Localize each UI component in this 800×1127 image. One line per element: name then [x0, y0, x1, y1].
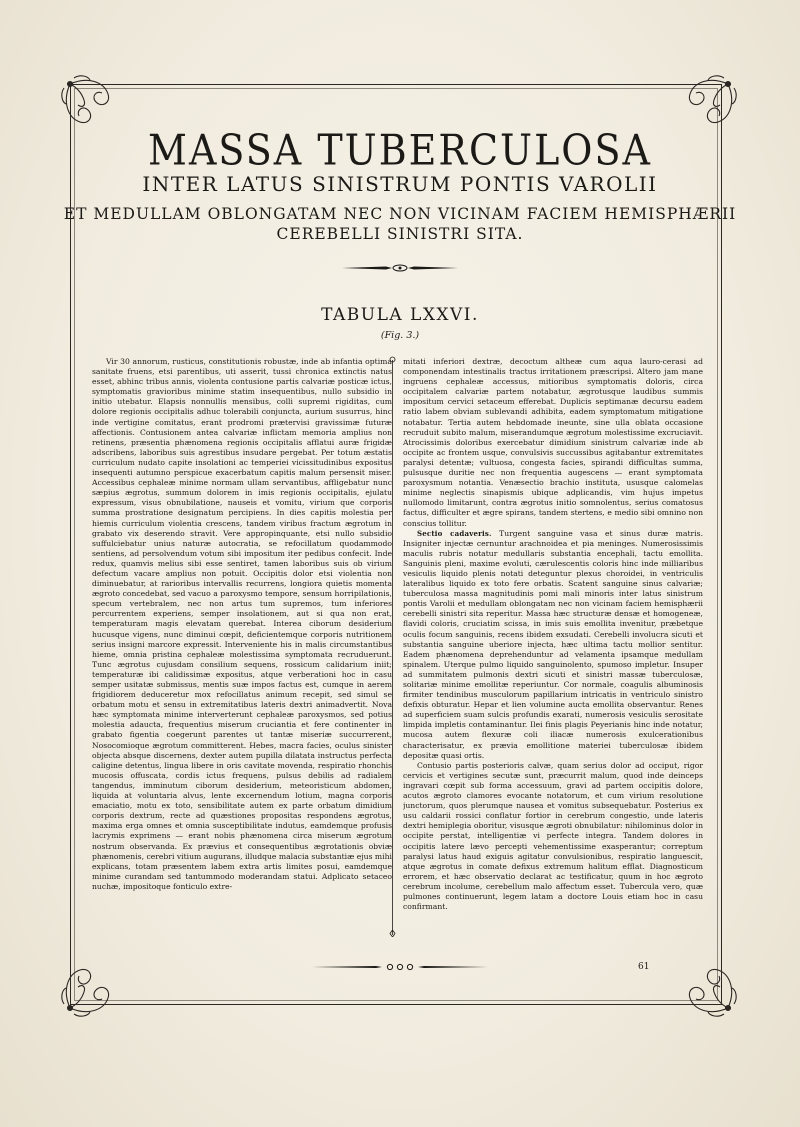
- corner-ornament-icon: [58, 956, 122, 1020]
- footer-rule-ornament-icon: [310, 961, 490, 973]
- page-title: MASSA TUBERCULOSA: [148, 125, 652, 175]
- body-paragraph: mitati inferiori dextræ, decoctum altheæ cum aqua lauro-cerasi ad componendam intestinalis tractus irritationem præscripsi. Altero jam mane ingruens cephaleæ accessus, mitioribus symptomatis doloris, circa occipitalem calvariæ partem notabatur, ægrotusque laudibus summis impositum cervici setaceum efferebat. Duplicis septimanæ decursu eadem ratio labem obviam sublevandi adhibita, eadem symptomatum mitigatione notabatur. Tertia autem hebdomade ineunte, sine ulla oblata occasione recruduit subito malum, miserandumque ægrotum molestissime excruciavit. Atrocissimis doloribus exercebatur dimidium sinistrum calvariæ inde ab occipite ac frontem usque, convulsivis succussibus agitabantur extremitates paralysi detentæ; vultuosa, congesta facies, spirandi difficultas summa, pulsusque duritie nec non frequentia augescens — erant symptomata paroxysmum notantia. Venæsectio brachio instituta, ususque calomelas minime neglectis sinapismis ubique adplicandis, vim hujus impetus nullomodo limitarunt, contra ægrotus initio somnolentus, serius comatosus factus, difficulter et ægre spirans, tandem stertens, e medio sibi omnino non conscius tollitur.: [403, 357, 703, 528]
- page-subtitle-line-3: CEREBELLI SINISTRI SITA.: [276, 225, 524, 243]
- divider-knob-icon: [389, 930, 396, 937]
- text-column-right: [403, 357, 703, 957]
- plate-heading: TABULA LXXVI.: [321, 305, 479, 325]
- figure-reference: (Fig. 3.): [380, 330, 420, 341]
- body-paragraph: Vir 30 annorum, rusticus, constitutionis robustæ, inde ab infantia optima sanitate fruens, etsi parentibus, uti asserit, tussi chronica extinctis natus esset, abhinc tribus annis, violenta contusione partis calvariæ posticæ ictus, symptomatis gravioribus minime statim insequentibus, nullo subsidio in initio utebatur. Elapsis nonnullis mensibus, colli supremi rigiditas, cum dolore regionis occipitalis adhuc tolerabili conjuncta, aurium susurrus, hinc inde vertigine comitatus, erant prodromi prætervisi gravissimæ futuræ affectionis. Contusionem antea calvariæ inflictam memoria amplius non retinens, præsentia phænomena regionis occipitalis afflatui auræ frigidæ adscribens, laboribus suis agrestibus insudare pergebat. Per totum æstatis curriculum nudato capite insolationi ac temperiei vicissitudinibus expositus insequenti autumno perspicue exacerbatum capitis malum persensit miser. Accessibus cephaleæ minime normam ullam servantibus, affligebatur nunc sæpius ægrotus, summum dolorem in imis regionis occipitalis, ejulatu expressum, visus obnubilatione, nauseis et vomitu, virium que corporis summa prostratione designatum percipiens. In dies capitis molestia per hiemis curriculum violentia crescens, tandem viribus fractum ægrotum in grabato vix deserendo stravit. Vere appropinquante, etsi nullo subsidio suffulciebatur unius naturæ autocratia, se refocillatum quodammodo sentiens, ad persolvendum votum sibi impositum iter pedibus confecit. Inde redux, quamvis melius sibi esse sentiret, tamen laboribus suis ob virium defectum vacare amplius non potuit. Occipitis dolor etsi violentia non diminuebatur, at rarioribus intervallis recurrens, longiora quietis momenta ægroto concedebat, sed vacuo a paroxysmo tempore, sensum horripilationis, specum vertebralem, nec non artus tum supremos, tum inferiores percurrentem experiens, semper insolationem, aut si qua non erat, temperaturam magis elevatam querebat. Interea ciborum desiderium hucusque vigens, nunc diminui cœpit, deficientemque corporis nutritionem serius insigni marcore expressit. Interveniente his in malis circumstantibus hieme, omnia pristina cephaleæ molestissima symptomata recruduerunt. Tunc ægrotus cujusdam consilium sequens, rossicum calidarium iniit; temperaturæ ibi calidissimæ expositus, atque verberationi hoc in casu semper usitatæ submissus, mentis suæ impos factus est, cumque in aerem frigidiorem deduceretur mox refocillatus animum recepit, sed simul se orbatum motu et sensu in extremitatibus lateris dextri animadvertit. Nova hæc symptomata minime interverterunt cephaleæ paroxysmos, sed potius molestia adaucta, frequentius miserum cruciantia et fere continenter in grabato figentia coegerunt parentes ut tantæ miseriæ succurrerent, Nosocomioque ægrotum committerent. Hebes, macra facies, oculus sinister objecta absque discernens, dexter autem pupilla dilatata instructus perfecta caligine detentus, lingua libere in oris cavitate movenda, respiratio rhonchis mucosis offuscata, cordis ictus frequens, pulsus debilis ad radialem tangendus, imminutum ciborum desiderium, meteoristicum abdomen, liquida at voluntaria alvus, lente excernendum lotium, magna corporis emaciatio, motu ex toto, sensibilitate autem ex parte orbatum dimidium corporis dextrum, recte ad quæstiones propositas respondens ægrotus, maxima erga omnes et omnia susceptibilitate indutus, eamdemque profusis lacrymis exprimens — erant nobis phænomena circa miserum ægrotum nostrum observanda. Ex prævius et consequentibus ægrotationis obviæ phænomenis, cerebri vitium augurans, illudque malacia substantiæ ejus mihi explicans, totam præsentem labem extra artis limites posui, eamdemque minime curandam sed tantummodo moderandam statui. Adplicato setaceo nuchæ, impositoque fonticulo extre-: [92, 357, 392, 891]
- divider-knob-icon: [389, 356, 396, 363]
- section-label: Sectio cadaveris.: [417, 528, 492, 538]
- page-number: 61: [638, 962, 650, 972]
- body-text: Turgent sanguine vasa et sinus duræ matris. Insigniter injectæ cernuntur arachnoidea et pia meninges. Numerosissimis maculis rubris notatur medullaris substantia encephali, tactu emollita. Sanguinis pleni, maxime evoluti, cærulescentis coloris hinc inde milliaribus vesiculis liquido plenis notati deteguntur plexus choroidei, in ventriculis lateralibus liquido ex toto fere orbatis. Scatent sanguine sinus calvariæ; tuberculosa massa magnitudinis pomi mali minoris inter latus sinistrum pontis Varolii et medullam oblongatam nec non vicinam faciem hemisphærii cerebelli sinistri sita reperitur. Massa hæc structuræ densæ et homogeneæ, flavidi coloris, cruciatim scissa, in imis suis emollita invenitur, præbetque oculis focum sanguinis, recens ibidem exsudati. Cerebelli involucra sicuti et substantia sanguine uberiore injecta, hæc ultima tactu mollior sentitur. Eadem phænomena deprehenduntur ad velamenta ipsamque medullam spinalem. Uterque pulmo liquido sanguinolento, spumoso impletur. Insuper ad summitatem pulmonis dextri sicuti et sinistri massæ tuberculosæ, solitariæ minime emollitæ reperiuntur. Cor normale, coagulis albuminosis firmiter tendinibus musculorum papillarium intricatis in ventriculo sinistro defixis obturatur. Hepar et lien volumine aucta emollita observantur. Renes ad superficiem suam sulcis profundis exarati, numerosis vesiculis serositate limpida impletis contaminantur. Ilei finis plagis Peyerianis hinc inde notatur, mucosa autem flexuræ coli iliacæ numerosis exulcerationibus characterisatur, ex prævia emollitione materiei tuberculosæ ibidem depositæ quasi ortis.: [403, 528, 703, 760]
- title-rule-ornament-icon: [340, 262, 460, 274]
- page-subtitle-line-1: INTER LATUS SINISTRUM PONTIS VAROLII: [142, 172, 658, 196]
- body-paragraph: Contusio partis posterioris calvæ, quam serius dolor ad occiput, rigor cervicis et vertigines secutæ sunt, præcurrit malum, quod inde deinceps ingravari cœpit sub forma accessuum, gravi ad partem occipitis dolore, acutos ægroto clamores evocante notatorum, et cum virium resolutione junctorum, quos plerumque nausea et vomitus subsequebatur. Posterius ex usu caldarii rossici conflatur fortior in cerebrum congestio, unde lateris dextri hemiplegia oboritur, visusque ægroti obnubilatur: nihilominus dolor in occipite perstat, intelligentiæ vi perfecte integra. Tandem dolores in occipitis latere lævo percepti vehementissime exasperantur; correptum paralysi latus haud exiguis agitatur convulsionibus, respiratio languescit, atque ægrotus in comate defixus extremum halitum efflat. Diagnosticum errorem, et hæc observatio declarat ac testificatur, quum in hoc ægroto cerebrum incolume, cerebellum malo affectum esset. Tubercula vero, quæ pulmones continuerunt, legem latam a doctore Louis etiam hoc in casu confirmant.: [403, 760, 703, 912]
- corner-ornament-icon: [676, 956, 740, 1020]
- page-subtitle-line-2: ET MEDULLAM OBLONGATAM NEC NON VICINAM FACIEM HEMISPHÆRII: [63, 205, 737, 223]
- column-divider: [392, 360, 393, 935]
- text-column-left: [92, 357, 392, 957]
